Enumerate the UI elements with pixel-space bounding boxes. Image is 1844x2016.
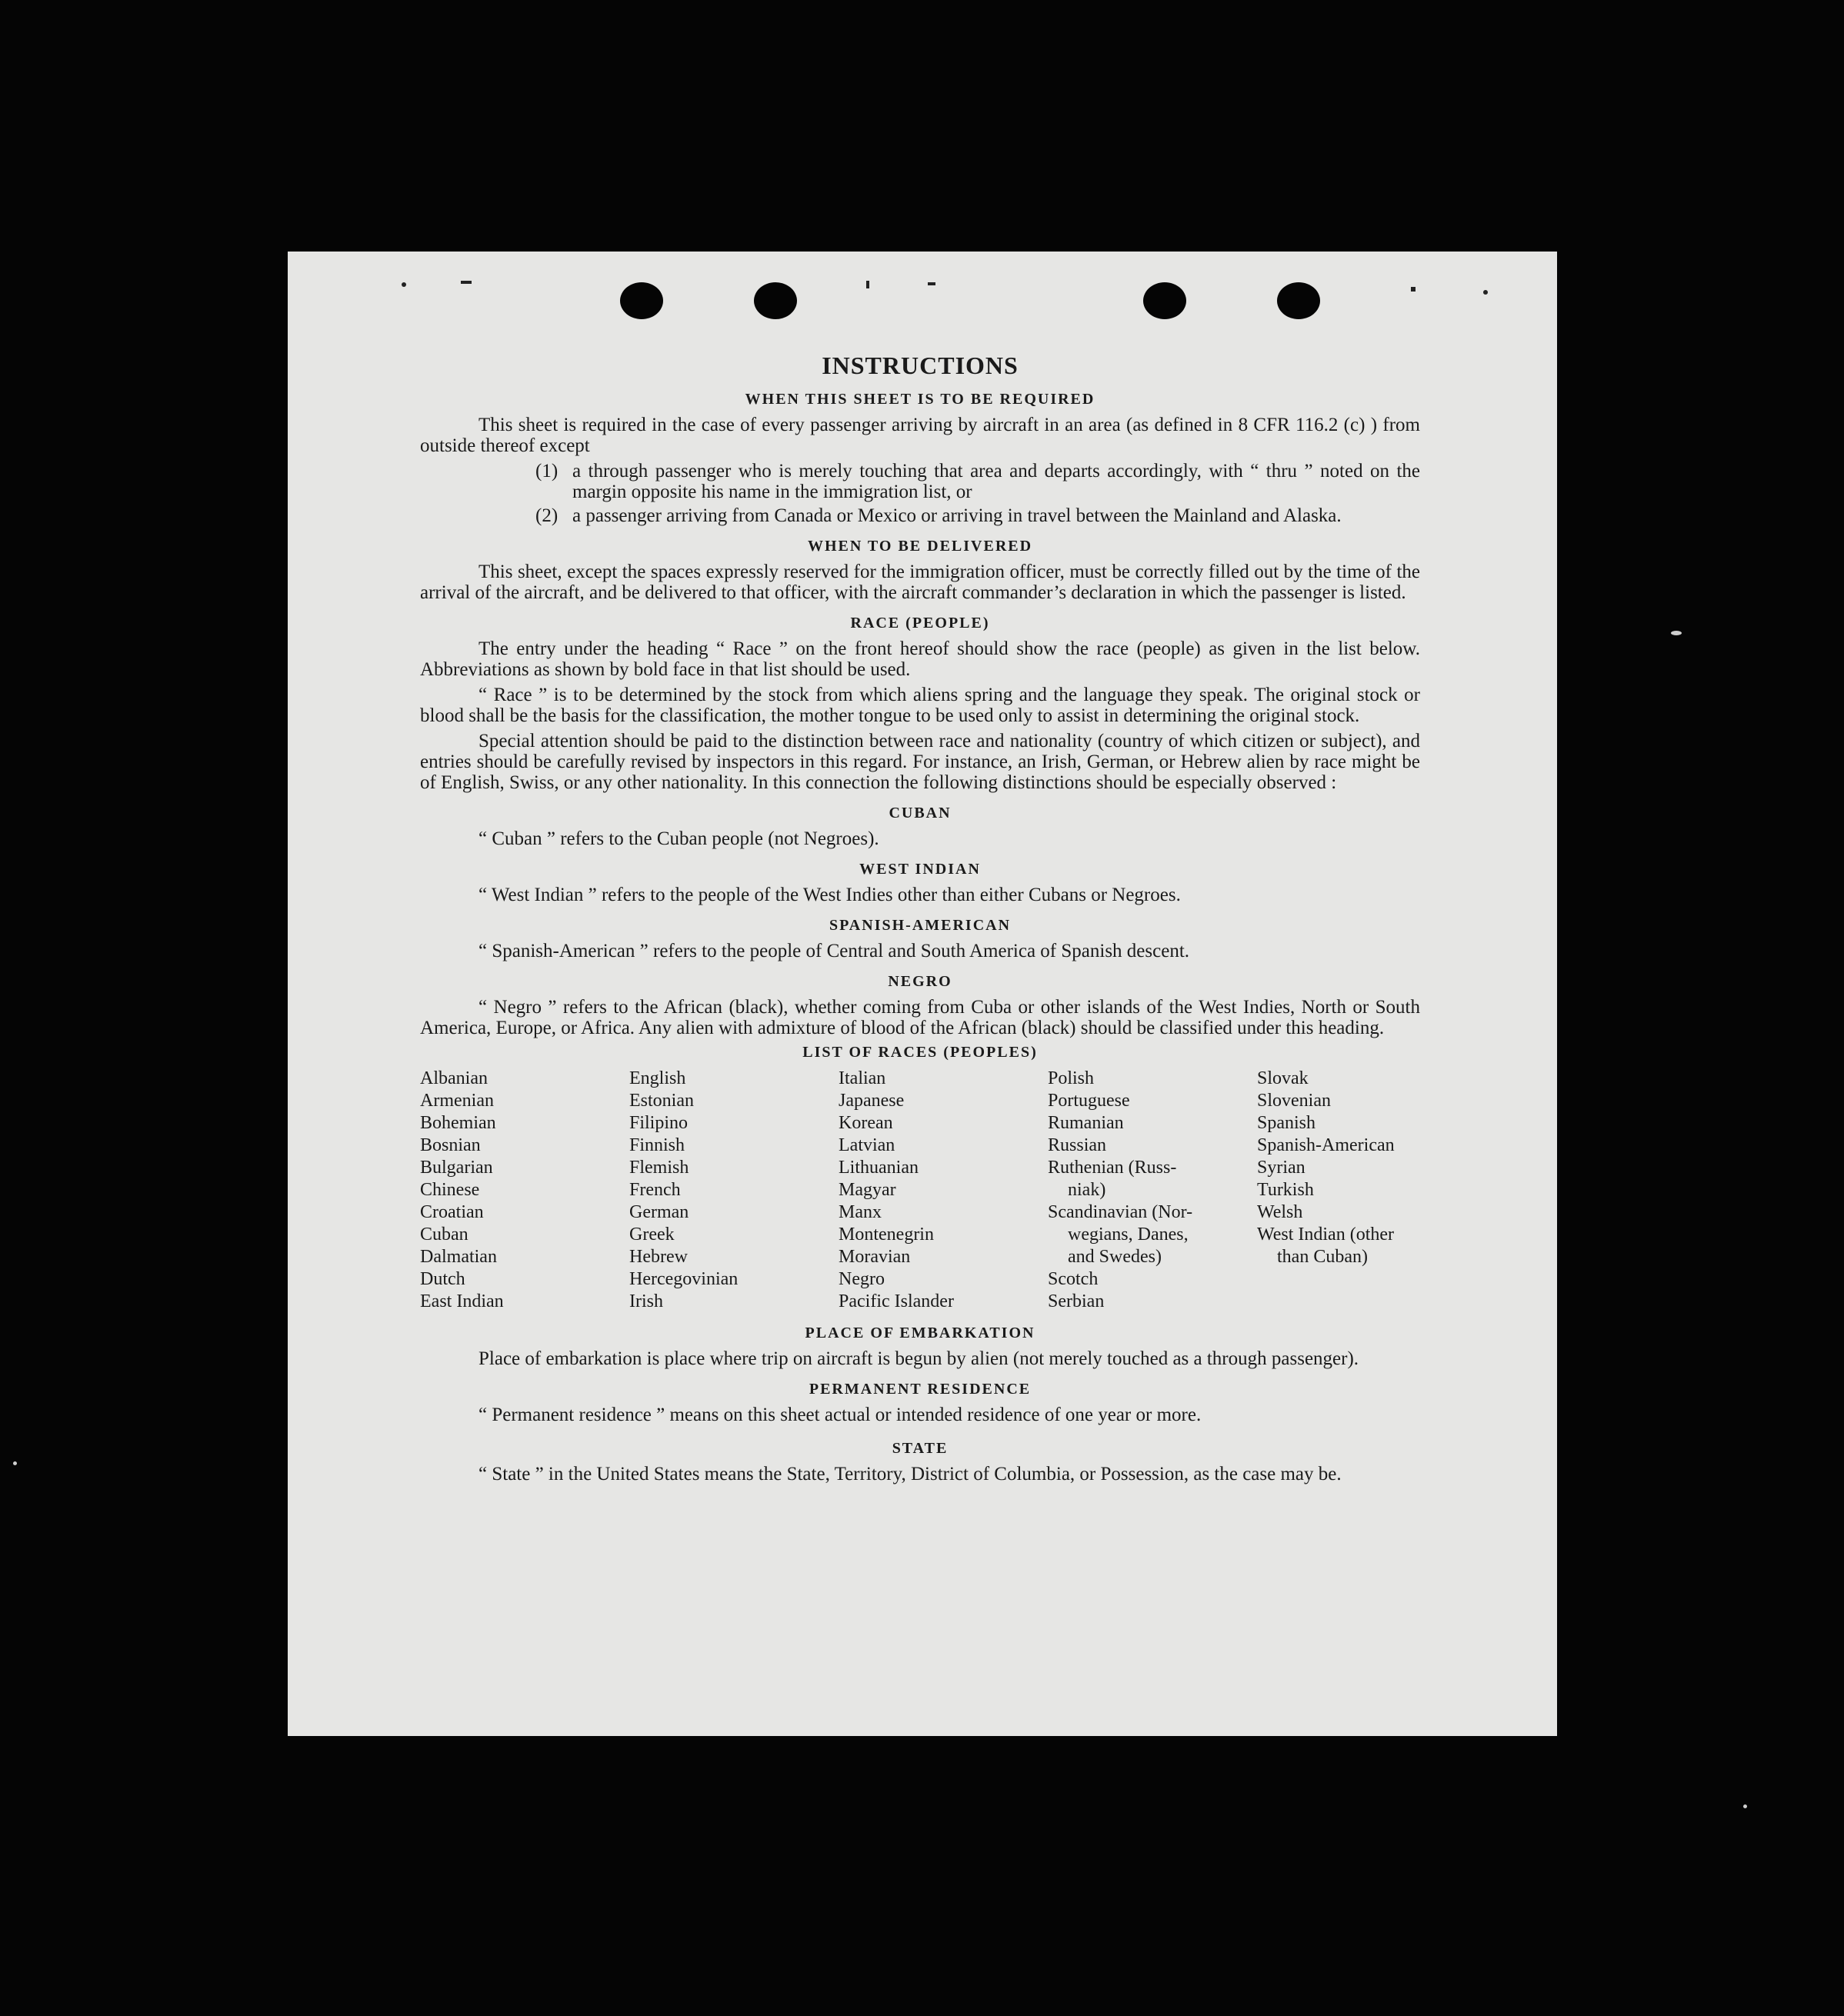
section-heading-west-indian: WEST INDIAN [859,861,981,878]
race-entry: Estonian [629,1091,694,1111]
race-entry: Moravian [839,1247,911,1267]
race-entry: Latvian [839,1135,895,1155]
exception-text: a passenger arriving from Canada or Mexico or arriving in travel between the Mainland and Alaska. [572,505,1342,526]
section-heading-race: RACE (PEOPLE) [850,615,990,631]
west-indian-text: “ West Indian ” refers to the people of the West Indies other than either Cubans or Negroes. [479,885,1181,905]
race-entry: Portuguese [1048,1091,1130,1111]
race-entry: Japanese [839,1091,905,1111]
page-title: INSTRUCTIONS [822,352,1019,379]
section-heading-embarkation: PLACE OF EMBARKATION [805,1325,1035,1341]
race-entry: Italian [839,1068,886,1088]
race-entry: Pacific Islander [839,1291,954,1311]
races-column [1048,1068,1257,1313]
page-mark [1483,290,1488,295]
race-entry: Bosnian [420,1135,481,1155]
race-entry: Filipino [629,1113,689,1133]
race-entry: wegians, Danes, [1068,1225,1189,1245]
race-entry: Syrian [1257,1158,1305,1178]
race-entry: Spanish [1257,1113,1316,1133]
race-entry: Manx [839,1202,882,1222]
race-entry: Hebrew [629,1247,688,1267]
exception-item [535,461,1420,502]
race-paragraph: Special attention should be paid to the distinction between race and nationality (country of which citizen or subject), and entries should be carefully revised by inspectors in this regard. For instance, an Irish, German, or Hebrew alien by race might be of English, Swiss, or any other nationality. In this connection the following distinctions should be especially observed : [420,731,1420,793]
races-column [629,1068,839,1313]
race-entry: West Indian (other [1257,1225,1395,1245]
page-mark [928,282,935,285]
spanish-american-text: “ Spanish-American ” refers to the people of Central and South America of Spanish descent. [479,941,1190,961]
race-entry: Ruthenian (Russ- [1048,1158,1177,1178]
race-entry: Spanish-American [1257,1135,1395,1155]
section-heading-cuban: CUBAN [889,805,952,821]
punch-hole [1277,282,1320,319]
race-entry: Scotch [1048,1269,1099,1289]
section-heading-races-list: LIST OF RACES (PEOPLES) [802,1044,1038,1061]
race-entry: Scandinavian (Nor- [1048,1202,1193,1222]
race-entry: East Indian [420,1291,504,1311]
race-entry: Chinese [420,1180,480,1200]
race-entry: Hercegovinian [629,1269,739,1289]
race-entry: German [629,1202,689,1222]
race-entry: Finnish [629,1135,685,1155]
race-entry: than Cuban) [1277,1247,1368,1267]
background-speck [13,1461,17,1465]
exception-item [535,505,1420,526]
exception-number: (1) [535,461,559,482]
page-mark [1411,287,1416,292]
instructions-content [420,352,1420,1489]
race-entry: Irish [629,1291,663,1311]
punch-hole [754,282,797,319]
race-entry: Bulgarian [420,1158,493,1178]
race-entry: Rumanian [1048,1113,1124,1133]
background-speck [1743,1804,1747,1808]
punch-hole [1143,282,1186,319]
race-entry: English [629,1068,686,1088]
exception-text: a through passenger who is merely touching that area and departs accordingly, with “ thru ” noted on the margin opposite his name in the immigration list, or [572,461,1420,502]
race-entry: Flemish [629,1158,689,1178]
section-heading-state: STATE [892,1440,949,1457]
section-heading-negro: NEGRO [888,973,952,990]
race-paragraph: The entry under the heading “ Race ” on the front hereof should show the race (people) as given in the list below. Abbreviations as shown by bold face in that list should be used. [420,638,1420,680]
race-entry: Slovak [1257,1068,1309,1088]
race-entry: Lithuanian [839,1158,919,1178]
exception-number: (2) [535,505,559,526]
race-paragraph: “ Race ” is to be determined by the stock from which aliens spring and the language they speak. The original stock or blood shall be the basis for the classification, the mother tongue to be used only to assist in determining the original stock. [420,685,1420,726]
race-entry: Negro [839,1269,885,1289]
delivered-text: This sheet, except the spaces expressly reserved for the immigration officer, must be correctly filled out by the time of the arrival of the aircraft, and be delivered to that officer, with the aircraft commander’s declaration in which the passenger is listed. [420,561,1420,603]
race-entry: Dutch [420,1269,465,1289]
page-mark [402,282,406,287]
race-entry: Armenian [420,1091,494,1111]
page-mark [461,281,472,284]
race-entry: Slovenian [1257,1091,1331,1111]
race-entry: Montenegrin [839,1225,934,1245]
section-heading-residence: PERMANENT RESIDENCE [809,1381,1032,1398]
cuban-text: “ Cuban ” refers to the Cuban people (not Negroes). [479,828,879,849]
race-entry: Albanian [420,1068,488,1088]
race-entry: Dalmatian [420,1247,497,1267]
race-entry: Bohemian [420,1113,496,1133]
embarkation-text: Place of embarkation is place where trip on aircraft is begun by alien (not merely touched as a through passenger). [479,1348,1359,1369]
page-mark [866,281,869,288]
state-text: “ State ” in the United States means the State, Territory, District of Columbia, or Possession, as the case may be. [479,1464,1342,1485]
race-entry: and Swedes) [1068,1247,1162,1267]
race-entry: Welsh [1257,1202,1303,1222]
race-entry: Turkish [1257,1180,1314,1200]
negro-text: “ Negro ” refers to the African (black), whether coming from Cuba or other islands of the West Indies, North or South America, Europe, or Africa. Any alien with admixture of blood of the African (black) should be classified under this heading. [420,997,1420,1038]
race-entry: Greek [629,1225,675,1245]
punch-hole [620,282,663,319]
races-column [420,1068,629,1313]
race-entry: niak) [1068,1180,1106,1200]
races-list [420,1068,1420,1313]
section-heading-required: WHEN THIS SHEET IS TO BE REQUIRED [745,391,1095,408]
race-entry: Serbian [1048,1291,1105,1311]
section-heading-delivered: WHEN TO BE DELIVERED [807,538,1033,555]
races-column [839,1068,1048,1313]
races-column [1257,1068,1426,1313]
race-entry: Magyar [839,1180,896,1200]
required-intro: This sheet is required in the case of every passenger arriving by aircraft in an area (as defined in 8 CFR 116.2 (c) ) from outside thereof except [420,415,1420,456]
race-entry: French [629,1180,681,1200]
race-entry: Cuban [420,1225,469,1245]
race-entry: Polish [1048,1068,1095,1088]
race-entry: Croatian [420,1202,484,1222]
section-heading-spanish-american: SPANISH-AMERICAN [829,917,1012,934]
residence-text: “ Permanent residence ” means on this sheet actual or intended residence of one year or more. [479,1405,1202,1425]
background-speck [1671,631,1682,635]
document-page [288,252,1557,1736]
race-entry: Korean [839,1113,893,1133]
race-entry: Russian [1048,1135,1107,1155]
